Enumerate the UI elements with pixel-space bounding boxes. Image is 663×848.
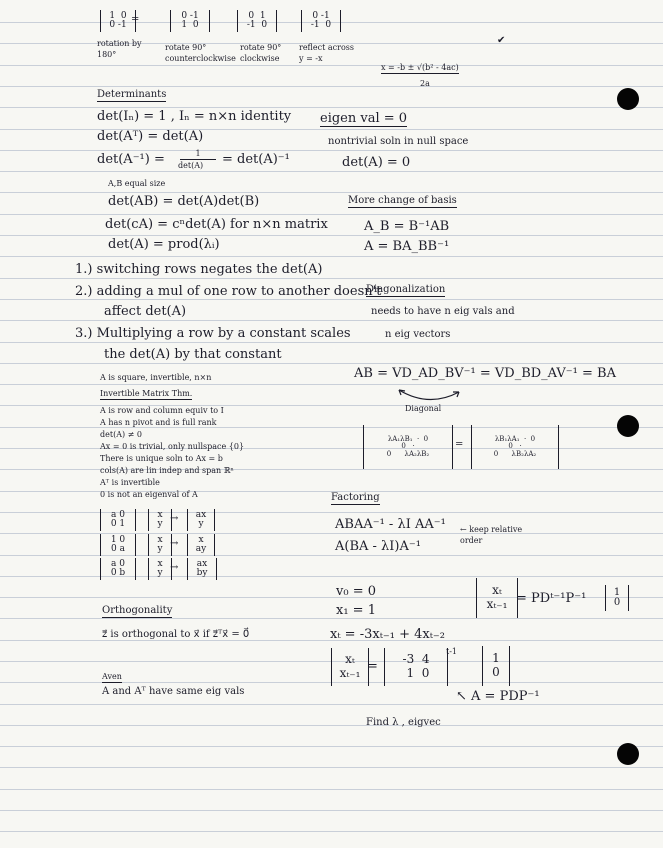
- scale-result-xy: ax by: [187, 558, 217, 580]
- ruled-line: [0, 767, 663, 768]
- imt-item: 0 is not an eigenval of A: [100, 490, 198, 499]
- recurrence-closed-form: = PDᵗ⁻¹P⁻¹: [516, 591, 587, 606]
- ruled-line: [0, 192, 663, 193]
- equal-size-note: A,B equal size: [108, 179, 166, 188]
- eigen-nontrivial: nontrivial soln in null space: [328, 136, 469, 147]
- ruled-line: [0, 725, 663, 726]
- imt-item: There is unique soln to Ax = b: [100, 454, 223, 463]
- rule-scale-row-cont: the det(A) by that constant: [104, 347, 282, 362]
- scale-result-y: x ay: [187, 534, 215, 556]
- diag-matrix-right: λB₁λA₁ · 0 0 · 0 λB₂λA₂: [471, 425, 559, 469]
- determinants-heading: Determinants: [97, 89, 167, 100]
- ruled-line: [0, 618, 663, 619]
- recurrence-matrix: -3 4 1 0: [384, 648, 448, 686]
- det-scalar: det(cA) = cⁿdet(A) for n×n matrix: [105, 217, 328, 232]
- diag-commute-eq: AB = VD_AD_BV⁻¹ = VD_BD_AV⁻¹ = BA: [354, 366, 616, 381]
- caption-rotate-90-cw: rotate 90° clockwise: [240, 43, 282, 64]
- factoring-line-2: A(BA - λI)A⁻¹: [335, 539, 421, 554]
- recurrence-initial: 1 0: [482, 646, 510, 686]
- aven-same-eigvals: A and Aᵀ have same eig vals: [102, 686, 245, 697]
- diag-needs-eigvecs: n eig vectors: [385, 329, 451, 340]
- imt-item: cols(A) are lin indep and span ℝⁿ: [100, 466, 234, 475]
- ruled-line: [0, 810, 663, 811]
- check-mark-icon: ✔: [497, 35, 506, 46]
- det-identity: det(Iₙ) = 1 , Iₙ = n×n identity: [97, 109, 292, 124]
- diag-matrix-equals: =: [455, 439, 464, 450]
- recurrence-find: Find λ , eigvec: [366, 717, 441, 728]
- curved-arrow-icon: [395, 386, 465, 406]
- rule-swap-rows: 1.) switching rows negates the det(A): [75, 262, 323, 277]
- diag-needs-eigvals: needs to have n eig vals and: [371, 306, 515, 317]
- caption-rotate-180: rotation by 180°: [97, 39, 142, 60]
- recurrence-diag-note: ↖ A = PDP⁻¹: [456, 689, 540, 704]
- arrow-icon: →: [170, 562, 179, 573]
- matrix-rotate-90-ccw: 0 -1 1 0: [170, 10, 210, 32]
- factoring-line-1: ABAA⁻¹ - λI AA⁻¹: [335, 517, 446, 532]
- ruled-line: [0, 150, 663, 151]
- ruled-line: [0, 342, 663, 343]
- ruled-line: [0, 235, 663, 236]
- aven-heading: Aven: [102, 672, 122, 681]
- imt-item: Ax = 0 is trivial, only nullspace {0}: [100, 442, 245, 451]
- orthogonality-heading: Orthogonality: [102, 605, 173, 616]
- scale-vector-x: x y: [148, 509, 172, 531]
- det-inverse-frac-bottom: det(A): [178, 161, 204, 170]
- quadratic-numerator: x = -b ± √(b² - 4ac): [381, 63, 459, 72]
- recurrence-state-vector: xₜ xₜ₋₁: [476, 578, 518, 618]
- rule-add-row-cont: affect det(A): [104, 304, 187, 319]
- caption-reflect: reflect across y = -x: [299, 43, 354, 64]
- ruled-line: [0, 65, 663, 66]
- scale-vector-y: x y: [148, 534, 172, 556]
- diagonal-label: Diagonal: [405, 404, 442, 413]
- eigen-det-zero: det(A) = 0: [342, 155, 411, 170]
- arrow-icon: →: [170, 513, 179, 524]
- scale-vector-xy: x y: [148, 558, 172, 580]
- det-transpose: det(Aᵀ) = det(A): [97, 129, 204, 144]
- imt-item: A is row and column equiv to I: [100, 406, 224, 415]
- basis-eq-2: A = BA_BB⁻¹: [364, 239, 450, 254]
- equals-sign: =: [131, 14, 140, 25]
- imt-preface: A is square, invertible, n×n: [100, 373, 212, 382]
- diag-matrix-left: λA₁λB₁ · 0 0 · 0 λA₂λB₂: [363, 425, 453, 469]
- matrix-rotate-90-cw: 0 1 -1 0: [237, 10, 277, 32]
- binder-hole-bottom: [617, 743, 639, 765]
- recurrence-equals: =: [367, 659, 378, 674]
- det-inverse-frac-top: 1: [180, 150, 216, 160]
- recurrence-lhs-vector: xₜ xₜ₋₁: [331, 648, 369, 686]
- det-eigen-product: det(A) = prod(λᵢ): [108, 237, 220, 252]
- ruled-line: [0, 746, 663, 747]
- recurrence-v0: v₀ = 0: [336, 584, 376, 599]
- basis-heading: More change of basis: [348, 195, 457, 206]
- ruled-line: [0, 427, 663, 428]
- quadratic-denominator: 2a: [420, 79, 430, 88]
- det-inverse: det(A⁻¹) =: [97, 152, 165, 167]
- scale-matrix-x: a 0 0 1: [100, 509, 136, 531]
- det-inverse-result: = det(A)⁻¹: [222, 152, 290, 167]
- matrix-rotate-180: 1 0 0 -1: [100, 10, 136, 32]
- eigen-heading: eigen val = 0: [320, 111, 408, 126]
- ruled-line: [0, 86, 663, 87]
- recurrence-equation: xₜ = -3xₜ₋₁ + 4xₜ₋₂: [330, 627, 446, 642]
- rule-add-row: 2.) adding a mul of one row to another doesn't: [75, 284, 382, 299]
- ruled-line: [0, 384, 663, 385]
- recurrence-x1: x₁ = 1: [336, 603, 376, 618]
- imt-item: Aᵀ is invertible: [100, 478, 160, 487]
- ruled-line: [0, 320, 663, 321]
- ruled-line: [0, 214, 663, 215]
- ruled-line: [0, 107, 663, 108]
- ruled-line: [0, 171, 663, 172]
- diag-heading: Diagonalization: [366, 284, 446, 295]
- scale-matrix-y: 1 0 0 a: [100, 534, 136, 556]
- imt-item: A has n pivot and is full rank: [100, 418, 217, 427]
- ruled-line: [0, 256, 663, 257]
- basis-eq-1: A_B = B⁻¹AB: [364, 219, 450, 234]
- ruled-line: [0, 789, 663, 790]
- matrix-reflect: 0 -1 -1 0: [301, 10, 341, 32]
- caption-rotate-90-ccw: rotate 90° counterclockwise: [165, 43, 236, 64]
- recurrence-power: t-1: [446, 647, 458, 656]
- binder-hole-middle: [617, 415, 639, 437]
- scale-result-x: ax y: [187, 509, 215, 531]
- ruled-line: [0, 278, 663, 279]
- factoring-heading: Factoring: [331, 492, 380, 503]
- factoring-note: ← keep relative order: [460, 525, 523, 546]
- orthogonality-def: z⃗ is orthogonal to x⃗ if z⃗ᵀx⃗ = 0⃗: [102, 629, 250, 640]
- rule-scale-row: 3.) Multiplying a row by a constant scales: [75, 326, 351, 341]
- scale-matrix-xy: a 0 0 b: [100, 558, 136, 580]
- ruled-line: [0, 363, 663, 364]
- imt-heading: Invertible Matrix Thm.: [100, 389, 193, 398]
- ruled-line: [0, 299, 663, 300]
- binder-hole-top: [617, 88, 639, 110]
- ruled-line: [0, 831, 663, 832]
- arrow-icon: →: [170, 538, 179, 549]
- imt-item: det(A) ≠ 0: [100, 430, 142, 439]
- ruled-line: [0, 704, 663, 705]
- det-product: det(AB) = det(A)det(B): [108, 194, 260, 209]
- recurrence-initial-vector: 1 0: [605, 585, 629, 611]
